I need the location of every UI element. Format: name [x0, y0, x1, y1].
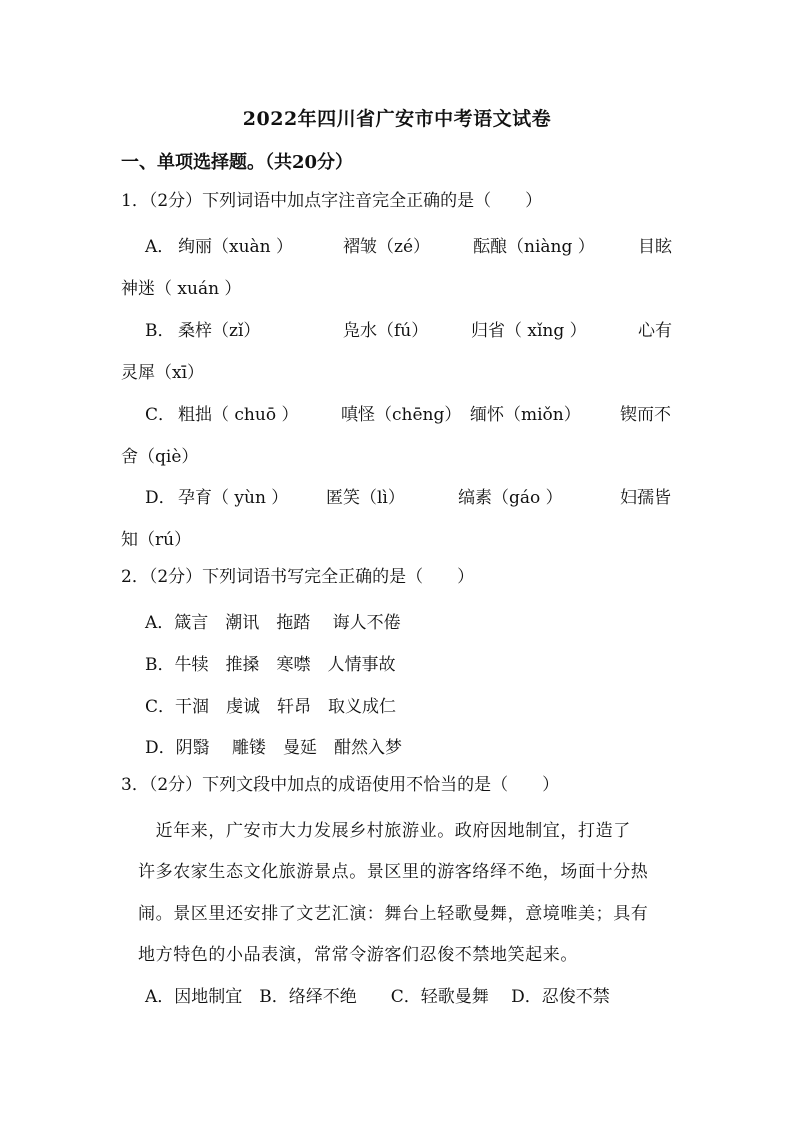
option-item: 锲而不: [620, 405, 671, 425]
passage-line: 地方特色的小品表演，常常令游客们忍俊不禁地笑起来。: [138, 945, 578, 965]
option-label: C．: [145, 697, 176, 717]
option-label: B．: [145, 655, 175, 675]
option-item: 缅怀（miǒn）: [470, 405, 581, 425]
option-item: 孕育（ yùn ）: [178, 488, 289, 508]
option-label: A．: [145, 237, 175, 257]
question-2-option-a: [145, 608, 401, 633]
option-label: C．: [145, 405, 176, 425]
option-continuation: 知（rú）: [121, 530, 192, 550]
option-continuation: 灵犀（xī）: [121, 363, 205, 383]
option-label: A．: [145, 613, 175, 633]
option-item: 目眩: [638, 237, 672, 257]
option-item: 妇孺皆: [620, 488, 671, 508]
option-item: 凫水（fú）: [343, 321, 429, 341]
option-item: 褶皱（zé）: [343, 237, 431, 257]
section-heading: 一、单项选择题。（共20分）: [121, 152, 354, 173]
option-continuation: 神迷（ xuán ）: [121, 279, 242, 299]
option-label: D．: [145, 488, 176, 508]
option-item: 缟素（gáo ）: [458, 488, 563, 508]
option-text: 牛犊 推搡 寒噤 人情事故: [174, 655, 396, 675]
option-text: 阴翳 雕镂 曼延 酣然入梦: [175, 738, 403, 758]
option-continuation: 舍（qiè）: [121, 447, 199, 467]
option-item: 嗔怪（chēng）: [341, 405, 462, 425]
option-text: 箴言 潮讯 拖踏 诲人不倦: [174, 613, 401, 633]
option-item: 心有: [638, 321, 672, 341]
question-3-stem: 3．（2分）下列文段中加点的成语使用不恰当的是（ ）: [121, 775, 560, 795]
passage-line: 闹。景区里还安排了文艺汇演：舞台上轻歌曼舞，意境唯美；具有: [138, 904, 649, 924]
option-item: 匿笑（lì）: [326, 488, 405, 508]
passage-line: 近年来，广安市大力发展乡村旅游业。政府因地制宜，打造了: [138, 821, 631, 841]
option-label: B．: [145, 321, 175, 341]
question-2-option-c: [145, 692, 396, 717]
option-item: 酝酿（niàng ）: [473, 237, 595, 257]
option-label: D．: [145, 738, 176, 758]
option-item: 粗拙（ chuō ）: [178, 405, 299, 425]
question-2-option-b: [145, 650, 396, 675]
question-2-stem: 2．（2分）下列词语书写完全正确的是（ ）: [121, 567, 475, 587]
option-item: 桑梓（zǐ）: [178, 321, 261, 341]
option-text: 干涸 虔诚 轩昂 取义成仁: [175, 697, 397, 717]
page-title: 2022年四川省广安市中考语文试卷: [242, 108, 552, 130]
option-item: 归省（ xǐng ）: [471, 321, 587, 341]
question-2-option-d: [145, 733, 402, 758]
question-1-stem: 1．（2分）下列词语中加点字注音完全正确的是（ ）: [121, 191, 543, 211]
passage-line: 许多农家生态文化旅游景点。景区里的游客络绎不绝，场面十分热: [138, 862, 649, 882]
question-3-options: A．因地制宜 B．络绎不绝 C．轻歌曼舞 D．忍俊不禁: [145, 987, 610, 1007]
option-item: 绚丽（xuàn ）: [178, 237, 294, 257]
